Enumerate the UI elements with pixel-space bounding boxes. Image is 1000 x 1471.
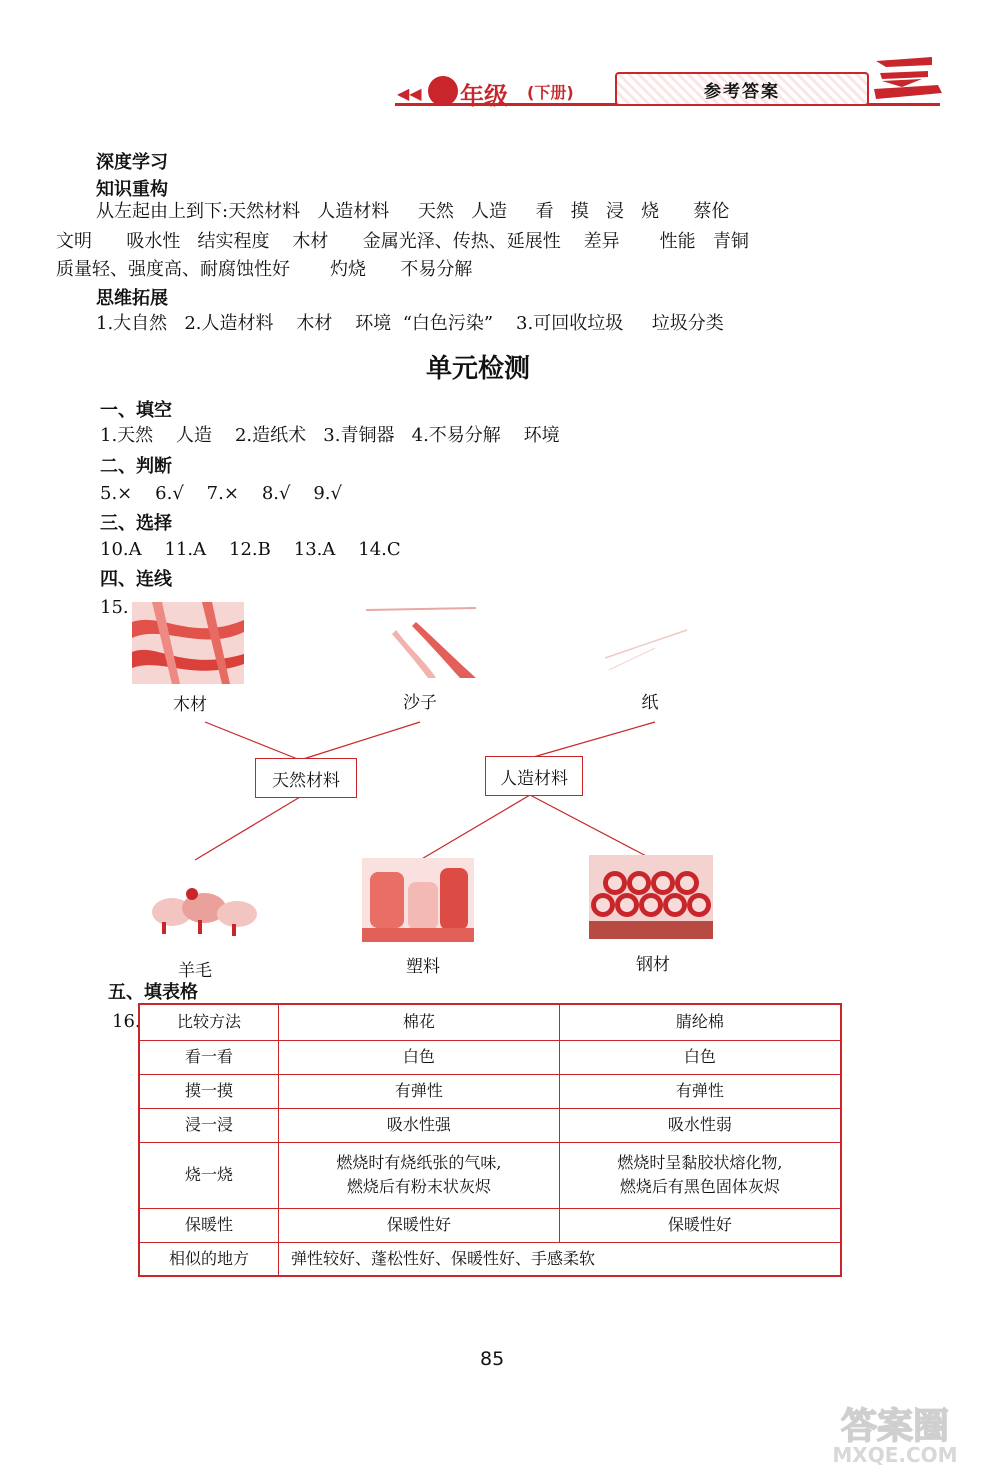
thinking-line-1: 1.大自然 2.人造材料 木材 环境 “白色污染” 3.可回收垃圾 垃圾分类 xyxy=(96,313,724,334)
table-row-similar xyxy=(139,1242,841,1276)
plastic-photo xyxy=(362,858,474,942)
table-row xyxy=(139,1208,841,1242)
row-cotton: 有弹性 xyxy=(279,1074,560,1108)
choice-answer: 10.A 11.A 12.B 13.A 14.C xyxy=(100,539,401,560)
deep-learning-heading: 深度学习 xyxy=(96,152,168,173)
table-row xyxy=(139,1142,841,1208)
steel-photo xyxy=(589,855,713,939)
line-paper-artificial xyxy=(530,722,655,758)
col-header-cotton: 棉花 xyxy=(279,1004,560,1040)
label-sand: 沙子 xyxy=(403,693,437,713)
choice-heading: 三、选择 xyxy=(100,513,172,534)
cotton-burn-line-1: 燃烧时有烧纸张的气味, xyxy=(336,1153,502,1172)
row-acrylic: 保暖性好 xyxy=(559,1208,841,1242)
col-header-method: 比较方法 xyxy=(139,1004,279,1040)
watermark-sub: MXQE.COM xyxy=(832,1443,958,1466)
line-artificial-steel xyxy=(530,795,650,858)
col-header-acrylic: 腈纶棉 xyxy=(559,1004,841,1040)
table-number: 16. xyxy=(112,1011,141,1032)
row-method: 看一看 xyxy=(139,1040,279,1074)
watermark-logo-icon xyxy=(800,1402,990,1466)
judge-answer: 5.× 6.√ 7.× 8.√ 9.√ xyxy=(100,483,342,504)
row-cotton: 保暖性好 xyxy=(279,1208,560,1242)
table-row xyxy=(139,1040,841,1074)
wood-photo xyxy=(132,602,244,684)
line-artificial-plastic xyxy=(420,795,530,860)
row-method: 相似的地方 xyxy=(139,1242,279,1276)
label-wood: 木材 xyxy=(173,695,207,715)
knowledge-line-2: 文明 吸水性 结实程度 木材 金属光泽、传热、延展性 差异 性能 青铜 xyxy=(56,231,749,252)
header-volume: (下册) xyxy=(527,83,574,102)
row-method: 烧一烧 xyxy=(139,1142,279,1208)
knowledge-line-3: 质量轻、强度高、耐腐蚀性好 灼烧 不易分解 xyxy=(56,259,473,280)
judge-heading: 二、判断 xyxy=(100,456,172,477)
category-artificial: 人造材料 xyxy=(485,756,583,796)
label-plastic: 塑料 xyxy=(406,957,440,977)
acrylic-burn-line-2: 燃烧后有黑色固体灰烬 xyxy=(619,1177,780,1196)
header-grade: 年级 xyxy=(460,82,508,110)
table-row xyxy=(139,1074,841,1108)
row-method: 保暖性 xyxy=(139,1208,279,1242)
comparison-table xyxy=(138,1003,842,1277)
row-similar-text: 弹性较好、蓬松性好、保暖性好、手感柔软 xyxy=(279,1242,842,1276)
sand-photo xyxy=(356,600,482,682)
row-cotton xyxy=(279,1142,560,1208)
row-acrylic: 有弹性 xyxy=(559,1074,841,1108)
row-acrylic xyxy=(559,1142,841,1208)
category-natural: 天然材料 xyxy=(255,758,357,798)
row-acrylic: 吸水性弱 xyxy=(559,1108,841,1142)
row-cotton: 白色 xyxy=(279,1040,560,1074)
paper-photo xyxy=(595,618,695,678)
table-heading: 五、填表格 xyxy=(108,982,198,1003)
fill-answer: 1.天然 人造 2.造纸术 3.青铜器 4.不易分解 环境 xyxy=(100,425,560,446)
fill-heading: 一、填空 xyxy=(100,400,172,421)
cotton-burn-line-2: 燃烧后有粉末状灰烬 xyxy=(346,1177,491,1196)
row-acrylic: 白色 xyxy=(559,1040,841,1074)
knowledge-heading: 知识重构 xyxy=(96,179,168,200)
row-method: 摸一摸 xyxy=(139,1074,279,1108)
row-method: 浸一浸 xyxy=(139,1108,279,1142)
row-cotton: 吸水性强 xyxy=(279,1108,560,1142)
wool-photo xyxy=(142,862,266,942)
label-wool: 羊毛 xyxy=(178,961,212,981)
knowledge-line-1: 从左起由上到下:天然材料 人造材料 天然 人造 看 摸 浸 烧 蔡伦 xyxy=(96,201,730,222)
header-arrows: ◀◀ xyxy=(397,84,422,103)
watermark-main: 答案圈 xyxy=(840,1406,950,1447)
acrylic-burn-line-1: 燃烧时呈黏胶状熔化物, xyxy=(617,1153,783,1172)
line-natural-wool xyxy=(195,797,300,860)
line-sand-natural xyxy=(300,722,420,760)
table-row xyxy=(139,1108,841,1142)
connect-heading: 四、连线 xyxy=(100,569,172,590)
label-steel: 钢材 xyxy=(636,955,670,975)
connect-number: 15. xyxy=(100,597,129,618)
thinking-heading: 思维拓展 xyxy=(96,288,168,309)
label-paper: 纸 xyxy=(641,693,659,713)
line-wood-natural xyxy=(205,722,300,760)
table-header-row xyxy=(139,1004,841,1040)
header-section-title: 参考答案 xyxy=(615,72,869,106)
page-number: 85 xyxy=(480,1348,505,1370)
unit-test-title: 单元检测 xyxy=(426,354,531,384)
